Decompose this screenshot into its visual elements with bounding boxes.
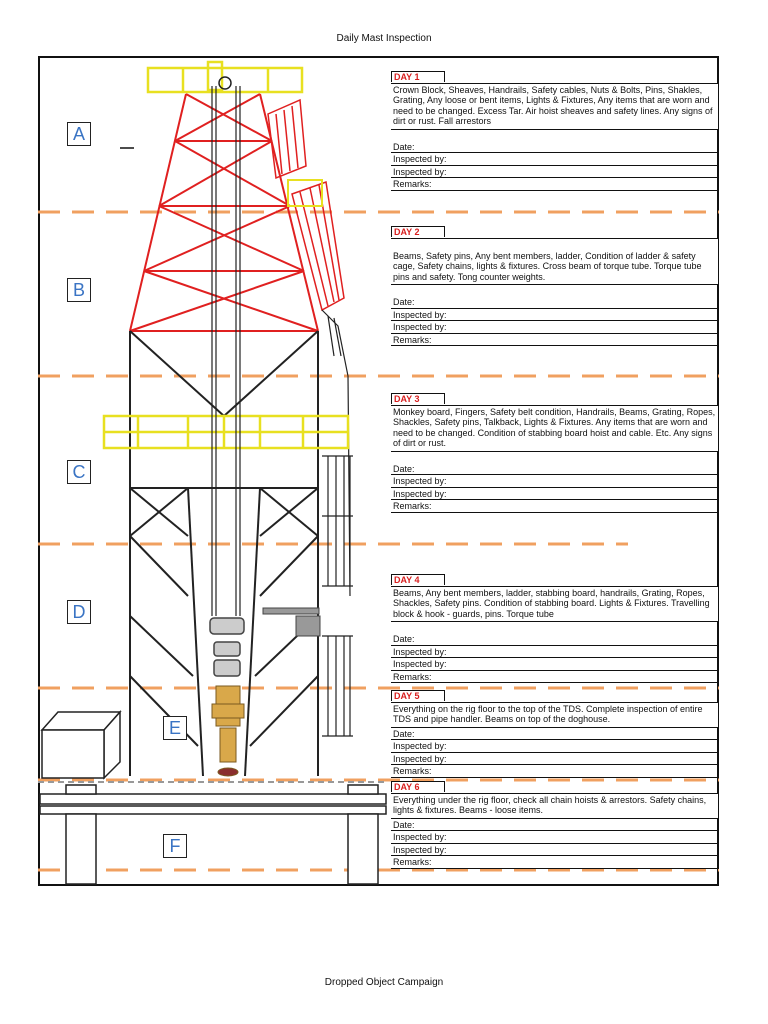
footer-text: Dropped Object Campaign xyxy=(324,977,444,988)
inspected-by-field[interactable]: Inspected by: xyxy=(391,475,719,488)
day-description: Beams, Any bent members, ladder, stabbing board, handrails, Grating, Ropes, Shackles, Safety pins. Condition of stabbing board. Lights & Fixtures. Travelling block & hook - guards, pins. Torque tube xyxy=(391,586,719,623)
day-label: DAY 3 xyxy=(391,393,445,404)
date-field[interactable]: Date: xyxy=(391,633,719,646)
day-description: Everything on the rig floor to the top of the TDS. Complete inspection of entire TDS and pipe handler. Beams on top of the doghouse. xyxy=(391,702,719,728)
inspected-by-field[interactable]: Inspected by: xyxy=(391,753,719,766)
remarks-field[interactable]: Remarks: xyxy=(391,765,719,778)
remarks-field[interactable]: Remarks: xyxy=(391,334,719,347)
inspected-by-field[interactable]: Inspected by: xyxy=(391,321,719,334)
inspected-by-field[interactable]: Inspected by: xyxy=(391,831,719,844)
inspected-by-field[interactable]: Inspected by: xyxy=(391,166,719,179)
drill-line xyxy=(212,86,240,616)
day-description: Crown Block, Sheaves, Handrails, Safety cables, Nuts & Bolts, Pins, Shakles, Grating, Any loose or bent items, Lights & Fixtures, Any items that are worn and need to be changed. Excess Tar. Air hoist sheaves and safety lines. Any signs of dirt or rust. Fall arrestors xyxy=(391,83,719,130)
doghouse xyxy=(42,712,120,778)
zone-label-c: C xyxy=(67,460,91,484)
day-label: DAY 6 xyxy=(391,781,445,792)
zone-label-b: B xyxy=(67,278,91,302)
inspected-by-field[interactable]: Inspected by: xyxy=(391,488,719,501)
page-title: Daily Mast Inspection xyxy=(336,33,432,44)
day-block-2 xyxy=(391,226,719,346)
day-block-4 xyxy=(391,574,719,683)
top-drive xyxy=(212,686,244,776)
inspected-by-field[interactable]: Inspected by: xyxy=(391,844,719,857)
zone-label-a: A xyxy=(67,122,91,146)
remarks-field[interactable]: Remarks: xyxy=(391,856,719,869)
inspected-by-field[interactable]: Inspected by: xyxy=(391,646,719,659)
remarks-field[interactable]: Remarks: xyxy=(391,671,719,684)
day-block-1 xyxy=(391,71,719,191)
day-label: DAY 5 xyxy=(391,690,445,701)
inspected-by-field[interactable]: Inspected by: xyxy=(391,740,719,753)
day-description: Everything under the rig floor, check all chain hoists & arrestors. Safety chains, lights & fixtures. Beams - loose items. xyxy=(391,793,719,819)
inspected-by-field[interactable]: Inspected by: xyxy=(391,153,719,166)
date-field[interactable]: Date: xyxy=(391,728,719,741)
day-label: DAY 1 xyxy=(391,71,445,82)
day-description: Beams, Safety pins, Any bent members, ladder, Condition of ladder & safety cage, Safety chains, lights & fixtures. Cross beam of torque tube. Torque tube pins and safety. Tong counter weights. xyxy=(391,238,719,286)
zone-label-f: F xyxy=(163,834,187,858)
inspected-by-field[interactable]: Inspected by: xyxy=(391,658,719,671)
stabbing-board xyxy=(263,608,320,636)
remarks-field[interactable]: Remarks: xyxy=(391,178,719,191)
remarks-field[interactable]: Remarks: xyxy=(391,500,719,513)
date-field[interactable]: Date: xyxy=(391,296,719,309)
ladder-lower xyxy=(322,310,353,736)
day-description: Monkey board, Fingers, Safety belt condition, Handrails, Beams, Grating, Ropes, Shackles, Safety pins, Talkback, Lights & Fixtures. Any items that are worn and need to be changed. Condition of stabbing board hoist and cable. Etc. Any signs of dirt or rust. xyxy=(391,405,719,452)
day-block-6 xyxy=(391,781,719,869)
zone-label-e: E xyxy=(163,716,187,740)
day-block-5 xyxy=(391,690,719,778)
zone-label-d: D xyxy=(67,600,91,624)
day-label: DAY 2 xyxy=(391,226,445,237)
monkey-board xyxy=(104,416,348,448)
travelling-block xyxy=(210,618,244,676)
day-block-3 xyxy=(391,393,719,513)
date-field[interactable]: Date: xyxy=(391,463,719,476)
day-label: DAY 4 xyxy=(391,574,445,585)
date-field[interactable]: Date: xyxy=(391,819,719,832)
date-field[interactable]: Date: xyxy=(391,141,719,154)
inspected-by-field[interactable]: Inspected by: xyxy=(391,309,719,322)
